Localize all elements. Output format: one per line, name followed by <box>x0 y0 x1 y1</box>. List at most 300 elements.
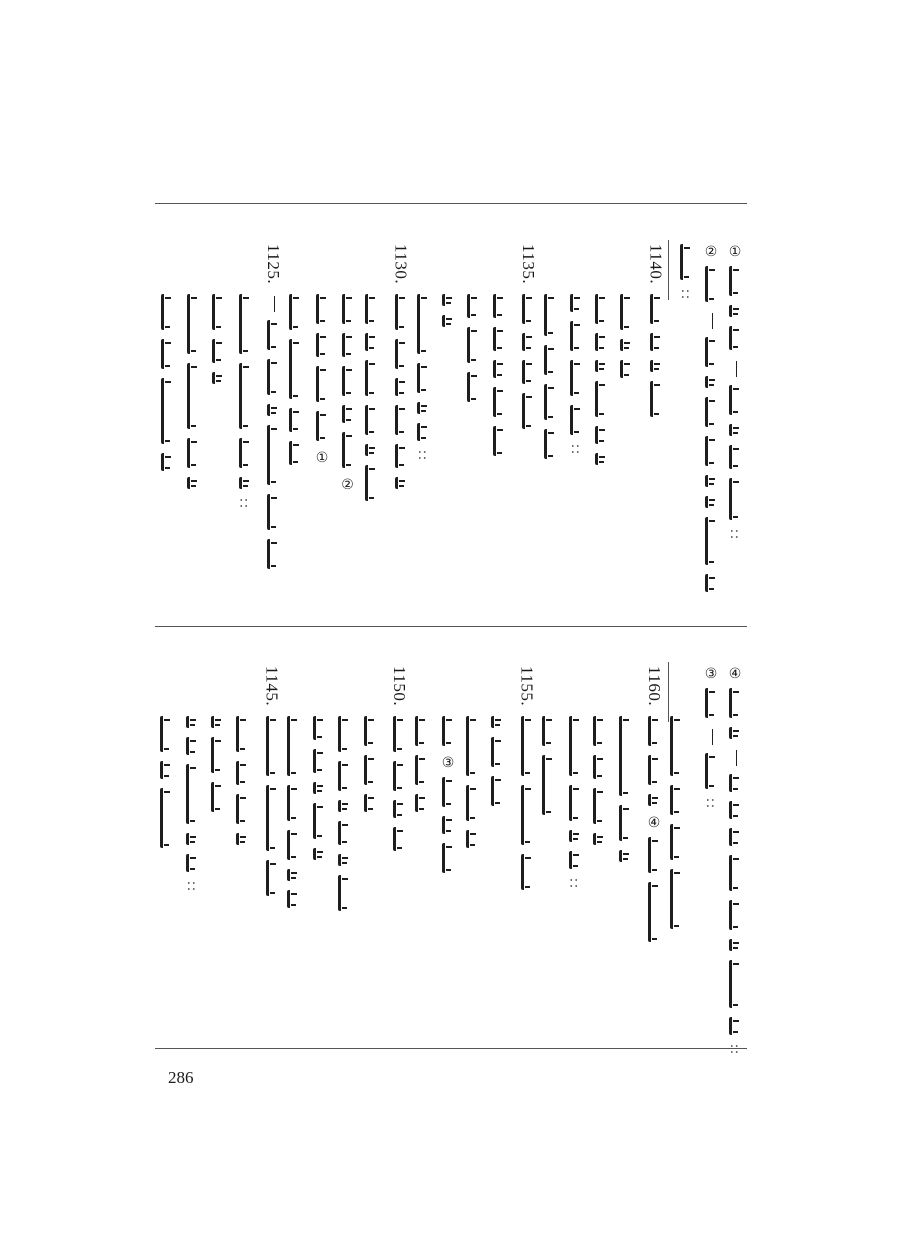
verse-line <box>415 666 427 821</box>
script-word <box>595 360 607 372</box>
line-text <box>244 244 245 245</box>
footnote-mark: ① <box>727 244 743 260</box>
script-word <box>729 774 741 792</box>
script-word <box>338 761 350 791</box>
footnote-mark: ② <box>703 244 719 260</box>
script-word <box>316 294 328 324</box>
line-text <box>574 666 575 667</box>
script-word <box>619 805 631 841</box>
script-word <box>670 785 682 815</box>
top-rule <box>155 203 747 204</box>
script-word <box>211 737 223 773</box>
footnote-line <box>727 666 743 1056</box>
script-word <box>365 405 377 435</box>
script-word <box>544 294 556 336</box>
script-word <box>544 345 556 375</box>
script-word <box>338 716 350 752</box>
script-word <box>729 445 741 469</box>
line-text <box>242 666 243 667</box>
script-word <box>729 960 741 1008</box>
script-word <box>522 360 534 384</box>
verse-line <box>365 244 377 510</box>
line-text <box>600 244 601 245</box>
script-word <box>729 385 741 415</box>
script-word <box>493 360 505 378</box>
script-word <box>417 402 429 414</box>
script-word <box>467 327 479 363</box>
script-word <box>342 366 354 396</box>
script-word <box>466 716 478 776</box>
script-word <box>466 830 478 848</box>
line-text <box>599 666 600 667</box>
page-number: 286 <box>168 1068 194 1087</box>
line-text <box>293 666 294 667</box>
script-word <box>680 244 692 280</box>
script-word <box>342 432 354 468</box>
script-word <box>365 465 377 501</box>
script-word <box>236 833 248 845</box>
full-stop: :: <box>679 289 693 302</box>
script-word <box>393 800 405 818</box>
script-word <box>521 854 533 890</box>
line-text <box>165 666 166 667</box>
verse-line <box>440 666 456 882</box>
line-text <box>369 666 370 667</box>
verse-line <box>263 244 283 578</box>
script-word <box>705 753 717 789</box>
full-stop: :: <box>728 1044 742 1057</box>
line-text <box>216 666 217 667</box>
script-word <box>211 782 223 812</box>
script-word <box>648 837 660 873</box>
script-word <box>289 408 301 432</box>
script-word <box>729 1017 741 1035</box>
line-text <box>549 244 550 245</box>
script-word <box>442 716 454 746</box>
line-text <box>626 244 627 245</box>
script-word <box>729 855 741 891</box>
script-word <box>595 294 607 324</box>
script-word <box>239 363 251 429</box>
script-word <box>542 716 554 746</box>
script-word <box>729 801 741 819</box>
script-word <box>365 333 377 351</box>
verse-line <box>187 244 199 498</box>
script-word <box>570 405 582 435</box>
script-word <box>544 384 556 420</box>
script-word <box>442 777 454 807</box>
footnote-mark: ④ <box>727 666 743 682</box>
verse-line <box>289 244 301 474</box>
full-stop: :: <box>416 450 430 463</box>
script-word <box>619 850 631 862</box>
script-word <box>491 776 503 806</box>
dash <box>274 296 276 312</box>
script-word <box>186 737 198 755</box>
script-word <box>650 294 662 324</box>
script-word <box>266 860 278 896</box>
script-word <box>705 517 717 565</box>
footnote-reference: ① <box>314 450 330 466</box>
script-word <box>542 755 554 815</box>
script-word <box>395 444 407 468</box>
script-word <box>267 494 279 530</box>
line-text <box>192 666 193 667</box>
full-stop: :: <box>237 498 252 511</box>
script-word <box>313 749 325 773</box>
line-number: 1145. <box>262 666 282 707</box>
script-word <box>705 397 717 427</box>
script-word <box>364 755 376 785</box>
footnote-reference: ② <box>339 477 356 493</box>
script-word <box>236 794 248 824</box>
line-text <box>471 666 472 667</box>
line-number: 1130. <box>391 244 411 285</box>
script-word <box>239 438 251 468</box>
script-word <box>650 360 662 372</box>
verse-line <box>185 666 199 893</box>
script-word <box>705 266 717 302</box>
script-word <box>267 320 279 350</box>
script-word <box>239 477 251 489</box>
verse-line <box>595 244 607 474</box>
verse-line <box>236 666 248 854</box>
script-word <box>729 326 741 350</box>
script-word <box>442 294 454 306</box>
line-text <box>448 666 449 667</box>
script-word <box>648 716 660 746</box>
script-word <box>342 405 354 423</box>
script-word <box>211 716 223 728</box>
script-word <box>160 761 172 779</box>
line-text <box>318 666 319 667</box>
line-text <box>447 244 448 245</box>
line-number: 1140. <box>646 244 666 285</box>
script-word <box>313 803 325 839</box>
dash <box>736 750 738 766</box>
script-word <box>316 411 328 441</box>
script-word <box>705 688 717 718</box>
script-word <box>466 785 478 821</box>
script-word <box>187 477 199 489</box>
script-word <box>491 716 503 728</box>
script-word <box>705 436 717 466</box>
script-word <box>212 372 224 384</box>
script-word <box>338 875 350 911</box>
script-word <box>417 363 429 393</box>
script-word <box>161 294 173 330</box>
line-text <box>624 666 625 667</box>
script-word <box>493 294 505 318</box>
script-word <box>338 854 350 866</box>
script-word <box>161 339 173 369</box>
verse-line <box>391 244 411 498</box>
verse-line <box>238 244 252 510</box>
verse-line <box>314 244 330 472</box>
script-word <box>729 900 741 930</box>
script-word <box>729 828 741 846</box>
script-word <box>619 716 631 796</box>
script-word <box>186 764 198 824</box>
verse-line <box>161 244 173 480</box>
line-number: 1160. <box>645 666 664 707</box>
script-word <box>338 800 350 812</box>
script-word <box>522 294 534 324</box>
script-word <box>522 393 534 429</box>
script-word <box>236 761 248 785</box>
script-word <box>364 716 376 746</box>
script-word <box>267 404 279 416</box>
script-word <box>729 727 741 739</box>
script-word <box>570 294 582 312</box>
script-word <box>595 426 607 444</box>
script-word <box>212 339 224 363</box>
full-stop: :: <box>569 444 583 457</box>
script-word <box>705 376 717 388</box>
script-word <box>729 424 741 436</box>
script-word <box>266 716 278 776</box>
full-stop: :: <box>567 878 582 891</box>
script-word <box>267 359 279 395</box>
script-word <box>160 788 172 848</box>
script-word <box>493 387 505 417</box>
script-word <box>650 333 662 351</box>
script-word <box>442 843 454 873</box>
script-word <box>313 716 325 740</box>
verse-line <box>212 244 224 393</box>
verse-line <box>517 666 537 899</box>
script-word <box>236 716 248 752</box>
bottom-rule <box>155 1048 747 1049</box>
script-word <box>595 381 607 417</box>
line-text <box>420 666 421 667</box>
line-text <box>371 244 372 245</box>
script-word <box>186 833 198 845</box>
footnote-separator-upper <box>668 240 669 300</box>
script-word <box>650 381 662 417</box>
footnote-line <box>703 666 719 810</box>
footnote-reference: ③ <box>440 755 456 771</box>
script-word <box>670 716 682 776</box>
script-word <box>521 716 533 776</box>
verse-line <box>340 244 356 499</box>
script-word <box>620 294 632 330</box>
line-text <box>548 666 549 667</box>
script-word <box>415 794 427 812</box>
line-text <box>218 244 219 245</box>
script-word <box>595 333 607 351</box>
script-word <box>364 794 376 812</box>
footnote-line <box>703 244 719 601</box>
script-word <box>287 830 299 860</box>
script-word <box>289 294 301 330</box>
script-word <box>365 444 377 456</box>
script-word <box>212 294 224 330</box>
verse-line <box>518 244 538 438</box>
footnote-mark: ③ <box>703 666 719 682</box>
line-text <box>497 666 498 667</box>
dash <box>736 361 738 377</box>
script-word <box>415 716 427 746</box>
line-number: 1155. <box>517 666 537 707</box>
line-text <box>294 244 295 245</box>
verse-line <box>646 244 666 426</box>
script-word <box>729 688 741 718</box>
verse-line <box>620 244 632 387</box>
script-word <box>316 333 328 357</box>
script-word <box>338 821 350 845</box>
script-word <box>316 366 328 402</box>
verse-line <box>416 244 430 462</box>
script-word <box>493 327 505 351</box>
script-word <box>342 333 354 357</box>
line-text <box>347 244 348 245</box>
script-word <box>287 716 299 776</box>
script-word <box>395 294 407 330</box>
script-word <box>729 305 741 317</box>
script-word <box>729 266 741 296</box>
script-word <box>160 716 172 752</box>
script-word <box>415 755 427 785</box>
script-word <box>570 360 582 396</box>
verse-line <box>491 666 503 815</box>
script-word <box>393 827 405 851</box>
script-word <box>593 833 605 845</box>
script-word <box>313 848 325 860</box>
line-text <box>322 244 323 245</box>
line-text <box>167 244 168 245</box>
script-word <box>187 363 199 429</box>
script-word <box>544 429 556 459</box>
script-word <box>705 337 717 367</box>
verse-line <box>313 666 325 869</box>
script-word <box>266 785 278 851</box>
verse-line <box>568 666 582 890</box>
script-word <box>287 890 299 908</box>
script-word <box>521 785 533 845</box>
verse-line <box>466 666 478 857</box>
verse-line <box>442 244 454 336</box>
script-word <box>187 438 199 468</box>
full-stop: :: <box>704 798 718 811</box>
verse-line <box>593 666 605 854</box>
script-word <box>395 339 407 369</box>
verse-line <box>619 666 631 871</box>
script-word <box>670 824 682 860</box>
middle-rule <box>155 626 747 627</box>
verse-line <box>644 666 664 951</box>
script-word <box>648 882 660 942</box>
line-number: 1135. <box>519 244 538 285</box>
line-number: 1150. <box>390 666 409 707</box>
line-text <box>576 244 577 245</box>
line-text <box>473 244 474 245</box>
footnote-line <box>679 244 693 301</box>
script-word <box>417 423 429 441</box>
script-word <box>569 830 581 842</box>
script-word <box>648 755 660 785</box>
script-word <box>620 339 632 351</box>
verse-line <box>544 244 556 468</box>
verse-line <box>493 244 505 465</box>
script-word <box>417 294 429 354</box>
script-word <box>705 475 717 487</box>
script-word <box>287 869 299 881</box>
line-text <box>498 244 499 245</box>
script-word <box>186 854 198 872</box>
script-word <box>395 477 407 489</box>
line-text <box>675 666 676 667</box>
script-word <box>593 716 605 746</box>
verse-line <box>542 666 554 824</box>
script-word <box>569 851 581 869</box>
script-word <box>670 869 682 929</box>
footnote-reference: ④ <box>646 815 662 832</box>
dash <box>712 729 714 745</box>
full-stop: :: <box>185 881 199 894</box>
script-word <box>705 496 717 508</box>
script-word <box>569 716 581 776</box>
script-word <box>570 321 582 351</box>
script-word <box>267 539 279 569</box>
dash <box>712 313 714 329</box>
line-text <box>423 244 424 245</box>
script-word <box>493 426 505 456</box>
script-word <box>342 294 354 324</box>
script-word <box>267 425 279 485</box>
script-word <box>365 294 377 324</box>
verse-line <box>287 666 299 917</box>
verse-line <box>211 666 223 821</box>
script-word <box>161 453 173 471</box>
script-word <box>393 761 405 791</box>
script-word <box>467 294 479 318</box>
full-stop: :: <box>728 529 742 542</box>
verse-line <box>670 666 682 938</box>
script-word <box>467 372 479 402</box>
verse-line <box>364 666 376 821</box>
footnote-line <box>727 244 743 541</box>
script-word <box>705 574 717 592</box>
verse-line <box>338 666 350 920</box>
script-word <box>393 716 405 752</box>
script-word <box>287 785 299 821</box>
line-text <box>344 666 345 667</box>
script-word <box>395 378 407 396</box>
verse-line <box>467 244 479 411</box>
verse-line <box>389 666 409 860</box>
script-word <box>522 333 534 351</box>
script-word <box>289 339 301 399</box>
script-word <box>395 405 407 435</box>
script-word <box>289 441 301 465</box>
script-word <box>186 716 198 728</box>
script-word <box>569 785 581 821</box>
script-word <box>593 788 605 824</box>
script-word <box>729 478 741 520</box>
verse-line <box>160 666 172 857</box>
script-word <box>593 755 605 779</box>
script-word <box>648 794 660 806</box>
script-word <box>161 378 173 444</box>
script-word <box>365 360 377 396</box>
verse-line <box>569 244 583 456</box>
script-word <box>187 294 199 354</box>
verse-line <box>262 666 282 905</box>
script-word <box>313 782 325 794</box>
script-word <box>491 737 503 767</box>
script-word <box>620 360 632 378</box>
